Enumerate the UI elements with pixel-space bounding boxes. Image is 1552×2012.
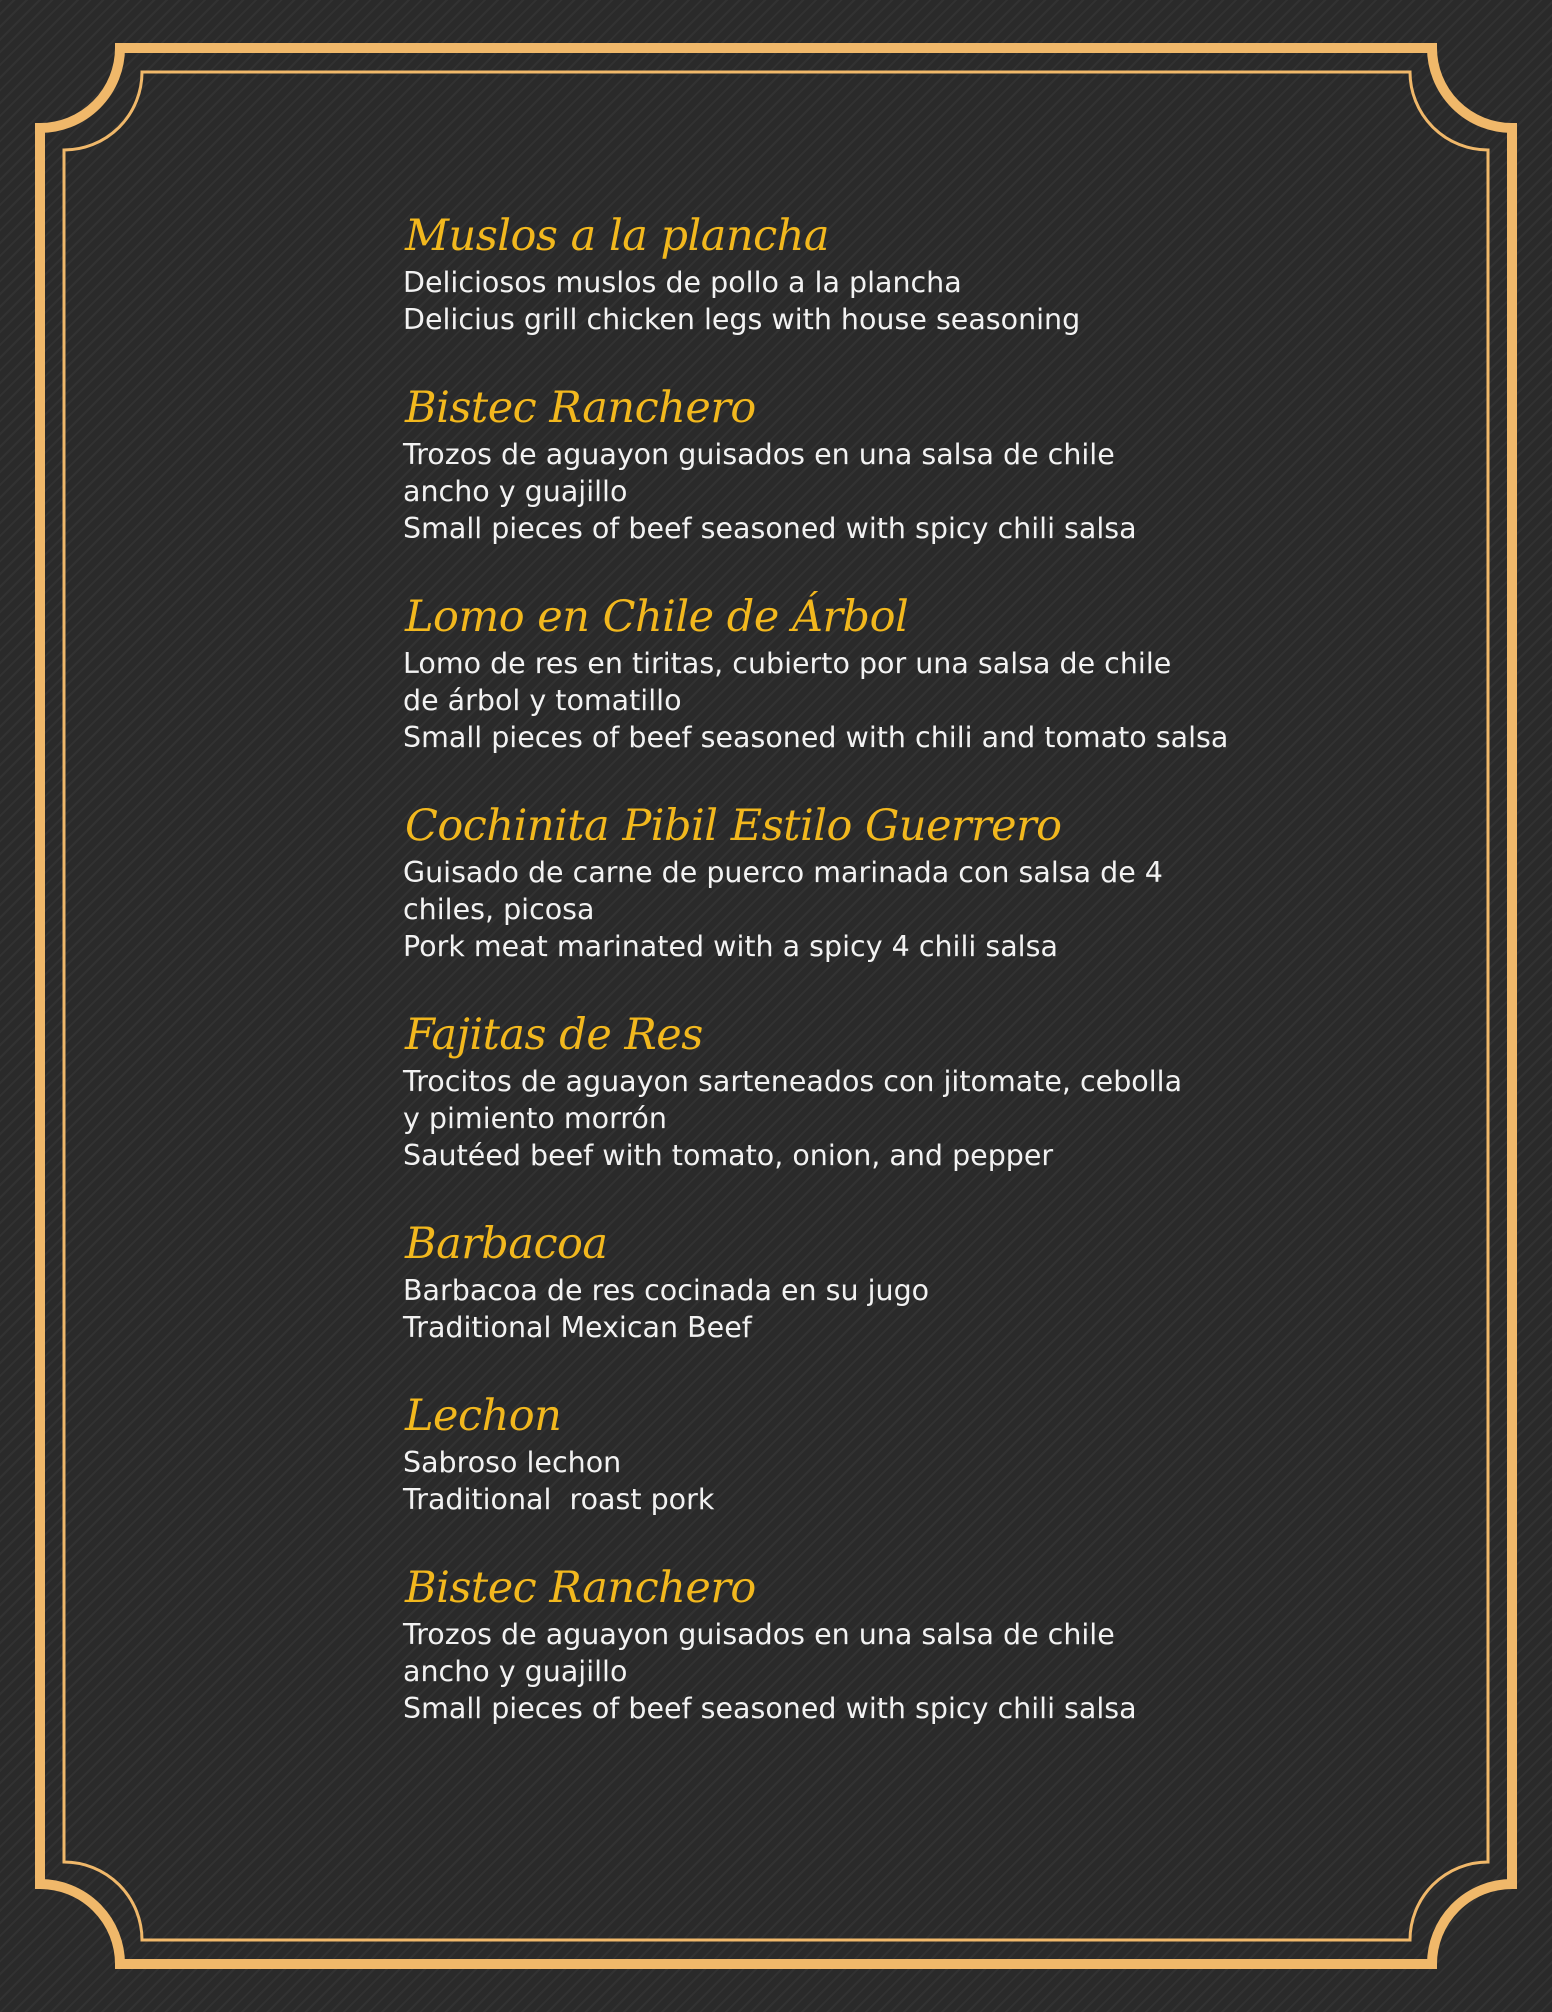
menu-item-description-line: Barbacoa de res cocinada en su jugo — [403, 1274, 930, 1307]
menu-item-description-line: ancho y guajillo — [403, 1655, 628, 1688]
menu-item-description-line: Sautéed beef with tomato, onion, and pepper — [403, 1139, 1054, 1172]
menu-item — [403, 591, 1303, 756]
menu-item-description-line: Sabroso lechon — [403, 1446, 622, 1479]
menu-item — [403, 800, 1303, 965]
menu-item-title: Lechon — [405, 1391, 562, 1441]
menu-item-description-line: Traditional roast pork — [403, 1483, 715, 1516]
menu-item-description-line: de árbol y tomatillo — [403, 684, 682, 717]
menu-item-title: Bistec Ranchero — [405, 1563, 756, 1613]
menu-item-description-line: Guisado de carne de puerco marinada con salsa de 4 — [403, 856, 1163, 889]
menu-item-title: Lomo en Chile de Árbol — [405, 592, 909, 642]
menu-item-description-line: Trozos de aguayon guisados en una salsa de chile — [403, 438, 1115, 471]
menu-item-description-line: ancho y guajillo — [403, 475, 628, 508]
menu-item — [403, 1218, 1303, 1346]
menu-item-description-line: Pork meat marinated with a spicy 4 chili salsa — [403, 930, 1058, 963]
menu-item-title: Barbacoa — [405, 1219, 608, 1269]
menu-item-description-line: Trocitos de aguayon sarteneados con jitomate, cebolla — [403, 1065, 1183, 1098]
menu-item-description-line: chiles, picosa — [403, 893, 595, 926]
menu-item-description-line: Deliciosos muslos de pollo a la plancha — [403, 266, 962, 299]
menu-item-description-line: Traditional Mexican Beef — [403, 1311, 752, 1344]
menu-item-title: Muslos a la plancha — [405, 211, 830, 261]
menu-item-description-line: y pimiento morrón — [403, 1102, 667, 1135]
menu-item-description-line: Trozos de aguayon guisados en una salsa de chile — [403, 1618, 1115, 1651]
menu-item — [403, 210, 1303, 338]
menu-item-title: Bistec Ranchero — [405, 383, 756, 433]
menu-item-title: Cochinita Pibil Estilo Guerrero — [405, 801, 1062, 851]
menu-list — [403, 210, 1303, 1771]
menu-item-description-line: Small pieces of beef seasoned with spicy chili salsa — [403, 1692, 1137, 1725]
menu-item — [403, 1009, 1303, 1174]
menu-item-description-line: Lomo de res en tiritas, cubierto por una salsa de chile — [403, 647, 1172, 680]
menu-item-title: Fajitas de Res — [405, 1010, 703, 1060]
menu-item — [403, 382, 1303, 547]
menu-item-description-line: Delicius grill chicken legs with house seasoning — [403, 303, 1081, 336]
menu-item — [403, 1390, 1303, 1518]
menu-item-description-line: Small pieces of beef seasoned with spicy chili salsa — [403, 512, 1137, 545]
menu-item — [403, 1562, 1303, 1727]
menu-item-description-line: Small pieces of beef seasoned with chili and tomato salsa — [403, 721, 1229, 754]
